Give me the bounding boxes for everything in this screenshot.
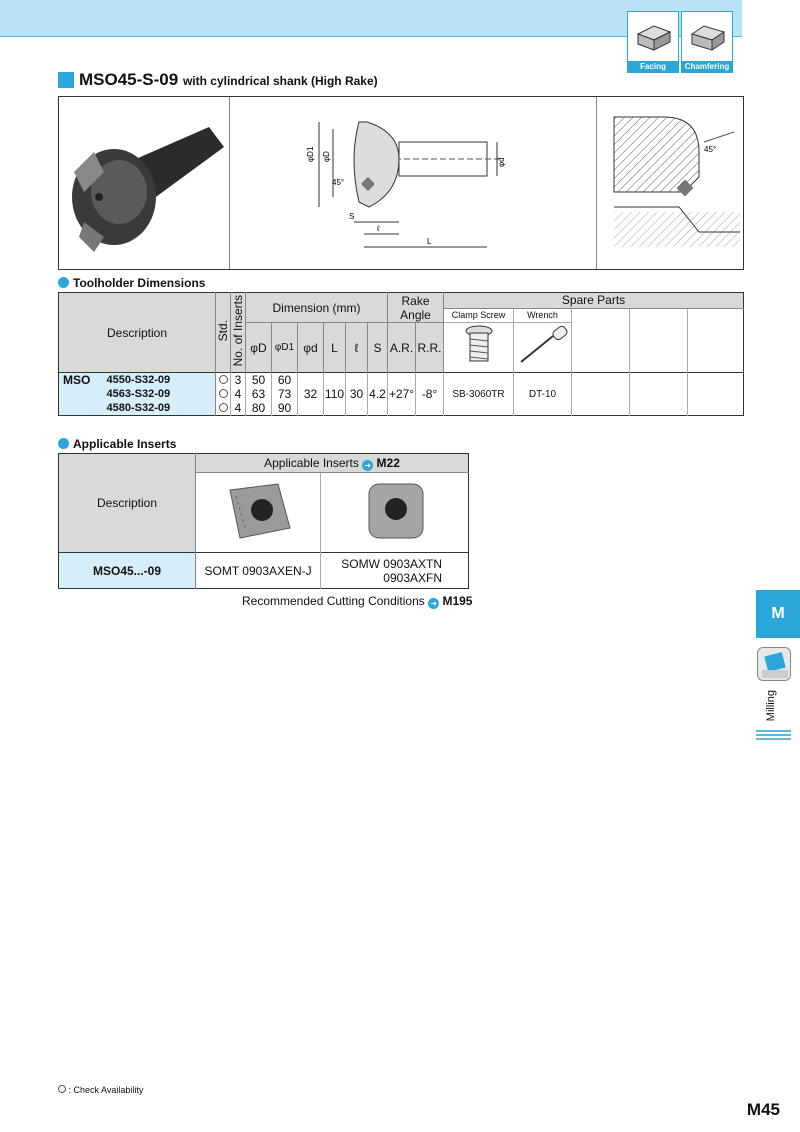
inserts-description: Description bbox=[59, 454, 196, 553]
row-code: 4563-S32-09 bbox=[107, 387, 216, 401]
wrench-image bbox=[514, 323, 572, 373]
chamfering-badge bbox=[681, 11, 733, 73]
side-stripes bbox=[756, 730, 791, 742]
recommended-conditions: Recommended Cutting Conditions ➜ M195 bbox=[242, 594, 473, 608]
title-square bbox=[58, 72, 74, 88]
tool-photo bbox=[64, 112, 224, 257]
clamp-screw-image bbox=[444, 323, 514, 373]
insert-image-2 bbox=[321, 473, 469, 553]
inserts-heading: Applicable Inserts bbox=[58, 437, 176, 451]
cell-screw: SB-3060TR bbox=[444, 373, 514, 416]
col-AR: A.R. bbox=[388, 323, 416, 373]
cell-wrench: DT-10 bbox=[514, 373, 572, 416]
insert-somw: SOMW 0903AXTN 0903AXFN bbox=[341, 556, 442, 585]
availability-circle bbox=[58, 1085, 66, 1093]
insert-somt-image bbox=[218, 476, 298, 546]
cell-inserts: 4 bbox=[231, 401, 246, 416]
cell-inserts: 3 bbox=[231, 373, 246, 388]
figure-panel bbox=[58, 96, 744, 270]
label-phid: φd bbox=[497, 157, 506, 167]
col-L: L bbox=[324, 323, 346, 373]
arrow-icon: ➜ bbox=[428, 598, 439, 609]
cell-L: 110 bbox=[324, 373, 346, 416]
cell-D: 80 bbox=[246, 401, 272, 416]
badge-label: Facing bbox=[628, 61, 678, 72]
th-clamp-screw: Clamp Screw bbox=[444, 308, 514, 322]
th-spare-parts: Spare Parts bbox=[444, 293, 744, 309]
page-number: M45 bbox=[746, 1100, 780, 1119]
col-D: φD bbox=[246, 323, 272, 373]
cell-RR: -8° bbox=[416, 373, 444, 416]
label-phiD1: φD1 bbox=[306, 146, 315, 162]
facing-badge bbox=[627, 11, 679, 73]
footnote: : Check Availability bbox=[58, 1085, 143, 1095]
page-title bbox=[79, 70, 378, 90]
cell-D: 50 bbox=[246, 373, 272, 388]
insert-somw-image bbox=[355, 476, 435, 546]
cell-D1: 90 bbox=[272, 401, 298, 416]
title-sub: with cylindrical shank (High Rake) bbox=[182, 74, 378, 88]
cell-inserts: 4 bbox=[231, 387, 246, 401]
label-angle2: 45° bbox=[704, 145, 717, 154]
th-dimension: Dimension (mm) bbox=[246, 293, 388, 323]
col-D1: φD1 bbox=[272, 323, 298, 373]
insert-image-1 bbox=[196, 473, 321, 553]
label-L: L bbox=[427, 237, 432, 246]
th-description: Description bbox=[59, 293, 216, 373]
label-phiD: φD bbox=[322, 151, 331, 162]
cell-d: 32 bbox=[298, 373, 324, 416]
col-S: S bbox=[368, 323, 388, 373]
chamfering-icon bbox=[688, 20, 728, 56]
th-inserts: No. of Inserts bbox=[231, 293, 246, 373]
title-main: MSO45-S-09 bbox=[79, 70, 179, 89]
th-rake: Rake Angle bbox=[388, 293, 444, 323]
toolholder-heading: Toolholder Dimensions bbox=[58, 276, 205, 290]
availability-circle bbox=[219, 403, 228, 412]
milling-label: Milling bbox=[765, 690, 777, 722]
cell-D1: 73 bbox=[272, 387, 298, 401]
col-l: ℓ bbox=[346, 323, 368, 373]
inserts-header: Applicable Inserts ➜ M22 bbox=[196, 454, 469, 473]
col-d: φd bbox=[298, 323, 324, 373]
insert-somt: SOMT 0903AXEN-J bbox=[196, 553, 321, 589]
cell-D1: 60 bbox=[272, 373, 298, 388]
label-angle: 45° bbox=[332, 178, 345, 187]
technical-drawing bbox=[299, 107, 509, 257]
label-S: S bbox=[349, 212, 355, 221]
inserts-table bbox=[58, 453, 469, 589]
toolholder-table bbox=[58, 292, 744, 416]
wrench-icon bbox=[515, 326, 571, 366]
facing-icon bbox=[634, 20, 674, 56]
label-l: ℓ bbox=[377, 224, 380, 233]
row-code: 4580-S32-09 bbox=[107, 401, 216, 416]
th-wrench: Wrench bbox=[514, 308, 572, 322]
arrow-icon: ➜ bbox=[362, 460, 373, 471]
badge-label: Chamfering bbox=[682, 61, 732, 72]
detail-drawing bbox=[604, 112, 740, 262]
cell-D: 63 bbox=[246, 387, 272, 401]
availability-circle bbox=[219, 375, 228, 384]
series-label: MSO bbox=[59, 373, 107, 416]
cell-AR: +27° bbox=[388, 373, 416, 416]
row-code: 4550-S32-09 bbox=[107, 373, 216, 388]
insert-row-label: MSO45...-09 bbox=[59, 553, 196, 589]
col-RR: R.R. bbox=[416, 323, 444, 373]
cell-l: 30 bbox=[346, 373, 368, 416]
availability-circle bbox=[219, 389, 228, 398]
th-std: Std. bbox=[216, 293, 231, 373]
screw-icon bbox=[464, 325, 494, 367]
milling-icon bbox=[757, 647, 791, 681]
section-tab: M bbox=[756, 590, 800, 638]
cell-S: 4.2 bbox=[368, 373, 388, 416]
